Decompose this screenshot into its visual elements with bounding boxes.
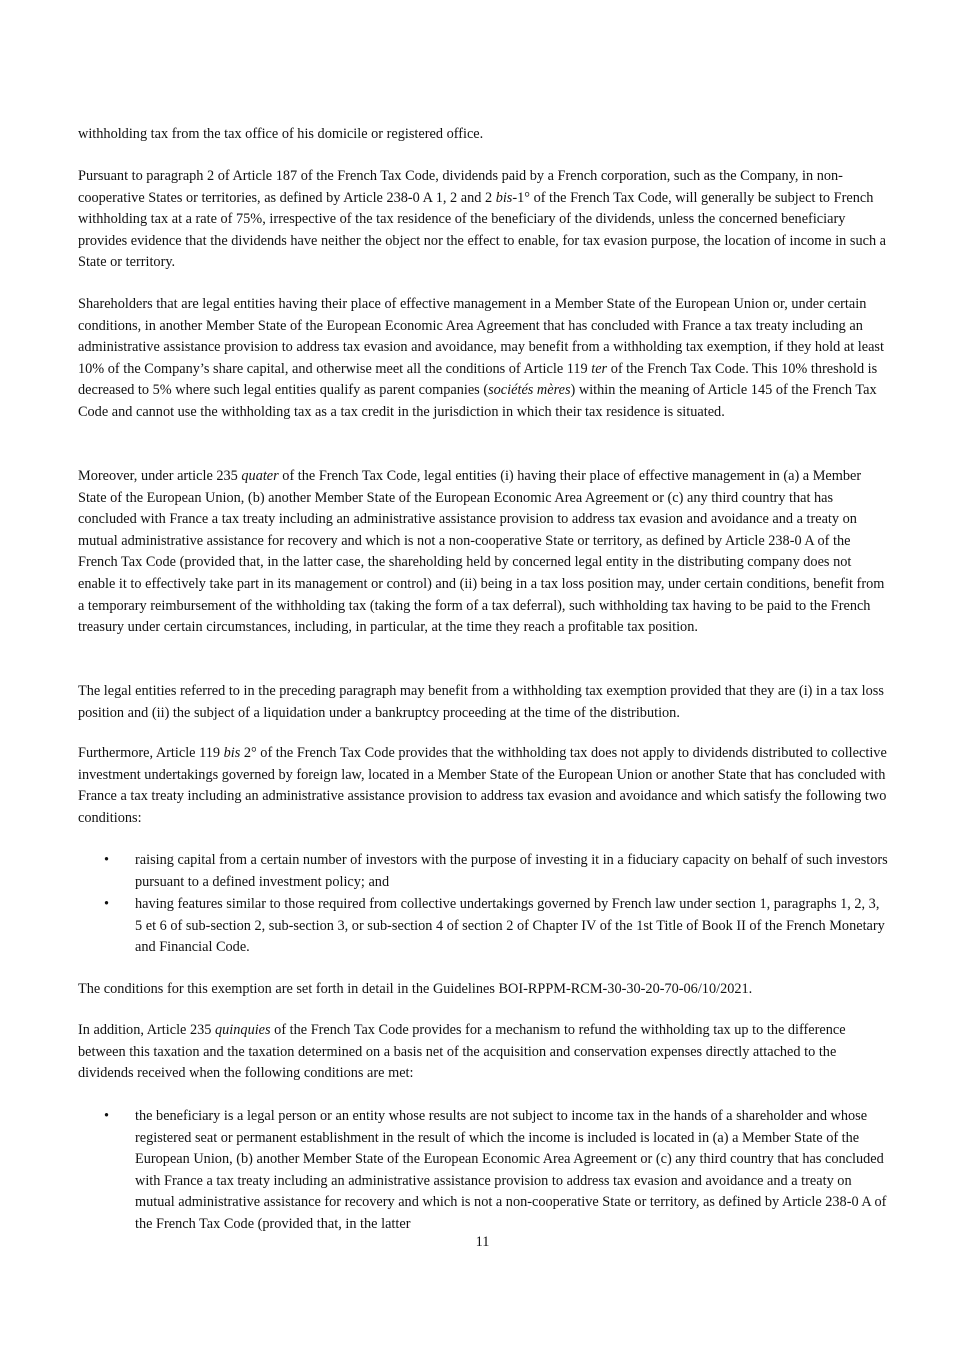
page-number: 11: [475, 1234, 490, 1250]
paragraph-article-235-quinquies: In addition, Article 235 quinquies of the French Tax Code provides for a mechanism to refund the withholding tax up to the difference between this taxation and the taxation determined on a basis net of the acquisition and conservation expenses directly attached to the dividends received when the following conditions are met:: [78, 1022, 846, 1082]
paragraph-article-119-bis: Furthermore, Article 119 bis 2° of the French Tax Code provides that the withholding tax does not apply to dividends distributed to collective investment undertakings governed by foreign law, located in a Member State of the European Union or another State that has concluded with France a tax treaty including an administrative assistance provision to address tax evasion and avoidance and which satisfy the following two conditions:: [78, 745, 887, 826]
paragraph-article-235-quater: Moreover, under article 235 quater of the French Tax Code, legal entities (i) having their place of effective management in (a) a Member State of the European Union, (b) another Member State of the European Economic Area Agreement or (c) any third country that has concluded with France a tax treaty including an administrative assistance provision to address tax evasion and avoidance and a treaty on mutual administrative assistance for recovery and which is not a non-cooperative State or territory, as defined by Article 238-0 A of the French Tax Code (provided that, in the latter case, the shareholding held by concerned legal entity in the distributing company does not enable it to effectively take part in its management or control) and (ii) being in a tax loss position may, under certain conditions, benefit from a temporary reimbursement of the withholding tax (taking the form of a tax deferral), such withholding tax having to be paid to the French treasury under certain circumstances, including, in particular, at the time they reach a profitable tax position.: [78, 468, 885, 636]
paragraph-withholding-office: withholding tax from the tax office of his domicile or registered office.: [78, 126, 484, 142]
paragraph-guidelines: The conditions for this exemption are set forth in detail in the Guidelines BOI-RPPM-RCM-30-30-20-70-06/10/2021.: [78, 981, 753, 997]
paragraph-loss-position-exemption: The legal entities referred to in the preceding paragraph may benefit from a withholding tax exemption provided that they are (i) in a tax loss position and (ii) the subject of a liquidation under a bankruptcy proceeding at the time of the distribution.: [78, 683, 884, 721]
paragraph-shareholders-legal-entities: Shareholders that are legal entities having their place of effective management in a Member State of the European Union or, under certain conditions, in another Member State of the European Economic Area Agreement that has concluded with France a tax treaty including an administrative assistance provision to address tax evasion and avoidance, may benefit from a withholding tax exemption, if they hold at least 10% of the Company’s share capital, and otherwise meet all the conditions of Article 119 ter of the French Tax Code. This 10% threshold is decreased to 5% where such legal entities qualify as parent companies (sociétés mères) within the meaning of Article 145 of the French Tax Code and cannot use the withholding tax as a tax credit in the jurisdiction in which their tax residence is situated.: [78, 296, 884, 420]
bullet-icon: •: [104, 852, 110, 868]
bullet-icon: •: [104, 1108, 110, 1124]
bullet-icon: •: [104, 896, 110, 912]
paragraph-article-187: Pursuant to paragraph 2 of Article 187 of the French Tax Code, dividends paid by a French corporation, such as the Company, in non-cooperative States or territories, as defined by Article 238-0 A 1, 2 and 2 bis-1° of the French Tax Code, will generally be subject to French withholding tax at a rate of 75%, irrespective of the tax residence of the beneficiary of the dividends, unless the concerned beneficiary provides evidence that the dividends have neither the object nor the effect to enable, for tax evasion purpose, the location of income in such a State or territory.: [78, 168, 887, 271]
